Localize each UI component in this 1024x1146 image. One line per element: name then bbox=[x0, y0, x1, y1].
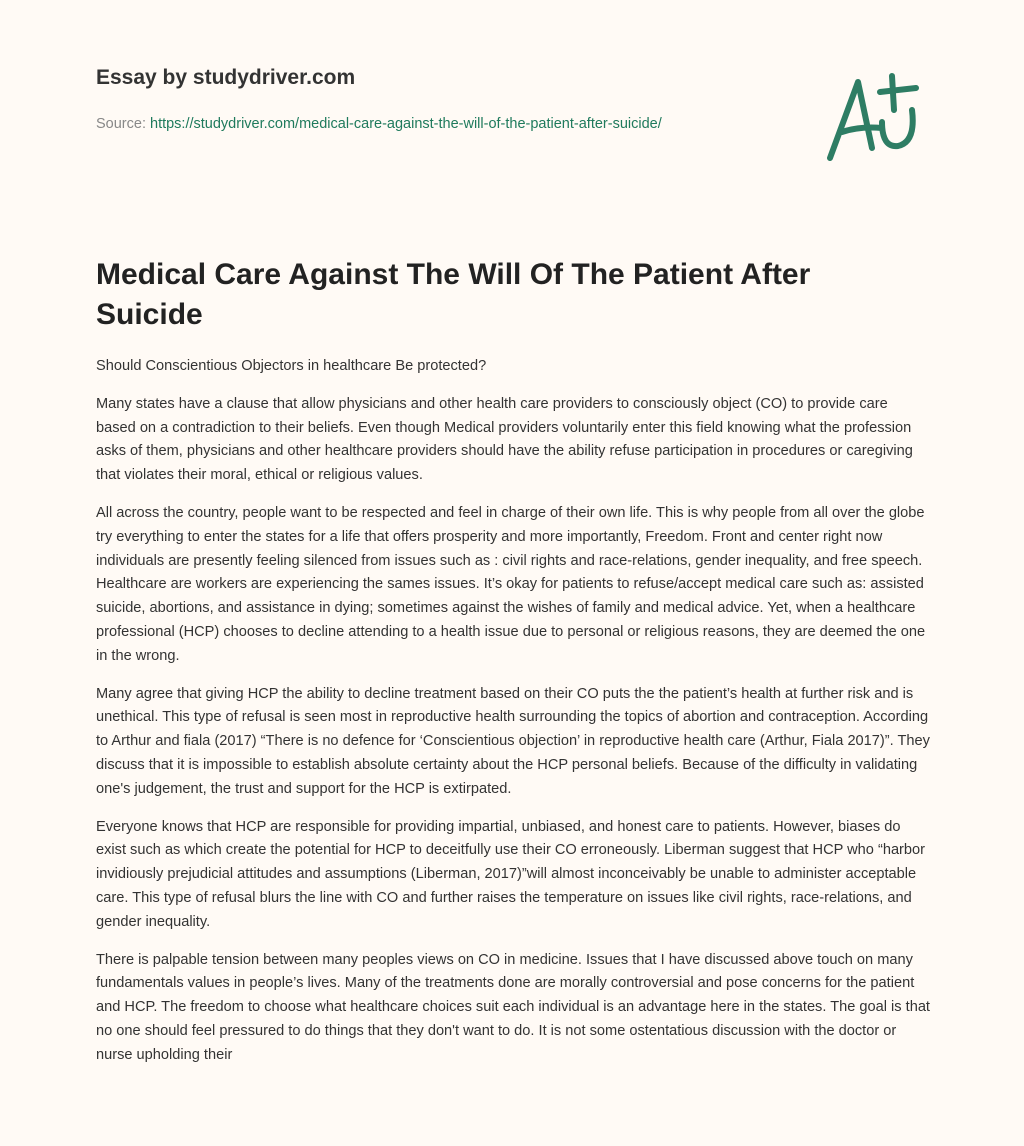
essay-title: Medical Care Against The Will Of The Patient After Suicide bbox=[96, 258, 811, 331]
paragraph: Should Conscientious Objectors in healthcare Be protected? bbox=[96, 358, 487, 374]
source-link[interactable]: https://studydriver.com/medical-care-against-the-will-of-the-patient-after-suicide/ bbox=[150, 116, 662, 132]
brand-title: Essay by studydriver.com bbox=[96, 66, 356, 89]
a-plus-logo-icon bbox=[820, 70, 930, 170]
source-line bbox=[96, 112, 716, 136]
paragraph: All across the country, people want to be respected and feel in charge of their own life. This is why people from all over the globe try everything to enter the states for a life that offers prosperity and more importantly, Freedom. Front and center right now individuals are presently feeling silenced from issues such as : civil rights and race-relations, gender inequality, and free speech. Healthcare are workers are experiencing the sames issues. It’s okay for patients to refuse/accept medical care such as: assisted suicide, abortions, and assistance in dying; sometimes against the wishes of family and medical advice. Yet, when a healthcare professional (HCP) chooses to decline attending to a health issue due to personal or religious reasons, they are deemed the one in the wrong. bbox=[96, 504, 926, 664]
essay-body bbox=[96, 355, 930, 1082]
paragraph: Everyone knows that HCP are responsible for providing impartial, unbiased, and honest care to patients. However, biases do exist such as which create the potential for HCP to deceitfully use their CO erroneously. Liberman suggest that HCP who “harbor invidiously prejudicial attitudes and assumptions (Liberman, 2017)”will almost inconceivably be unable to administer acceptable care. This type of refusal blurs the line with CO and further raises the temperature on issues like civil rights, race-relations, and gender inequality. bbox=[96, 818, 926, 930]
paragraph: Many agree that giving HCP the ability to decline treatment based on their CO puts the the patient’s health at further risk and is unethical. This type of refusal is seen most in reproductive health surrounding the topics of abortion and contraception. According to Arthur and fiala (2017) “There is no defence for ‘Conscientious objection’ in reproductive health care (Arthur, Fiala 2017)”. They discuss that it is impossible to establish absolute certainty about the HCP personal beliefs. Because of the difficulty in validating one's judgement, the trust and support for the HCP is extirpated. bbox=[96, 685, 930, 797]
source-label: Source: bbox=[96, 116, 150, 132]
paragraph: There is palpable tension between many peoples views on CO in medicine. Issues that I have discussed above touch on many fundamentals values in people’s lives. Many of the treatments done are morally controversial and pose concerns for the patient and HCP. The freedom to choose what healthcare choices suit each individual is an advantage here in the states. The goal is that no one should feel pressured to do things that they don't want to do. It is not some ostentatious discussion with the doctor or nurse upholding their bbox=[96, 951, 930, 1063]
paragraph: Many states have a clause that allow physicians and other health care providers to consciously object (CO) to provide care based on a contradiction to their beliefs. Even though Medical providers voluntarily enter this field knowing what the profession asks of them, physicians and other healthcare providers should have the ability refuse participation in procedures or caregiving that violates their moral, ethical or religious values. bbox=[96, 395, 913, 484]
